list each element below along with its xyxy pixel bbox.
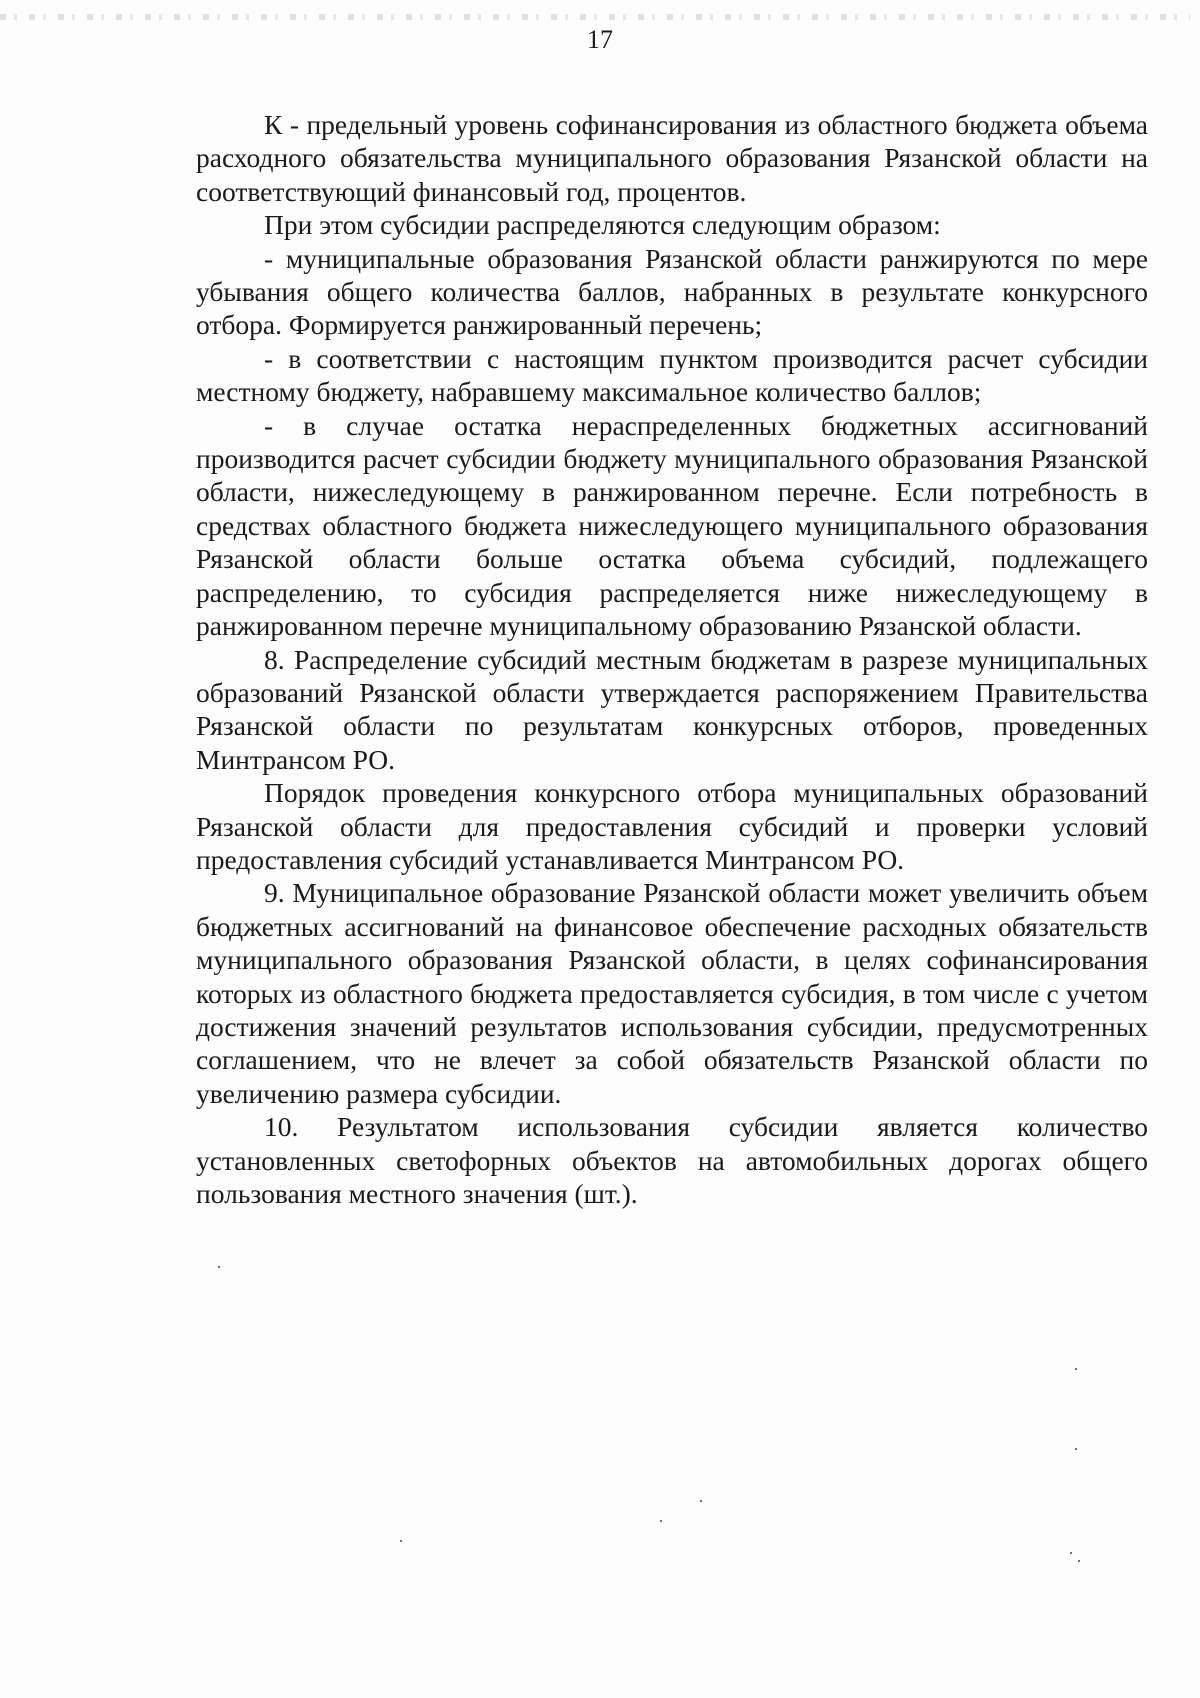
scan-speck — [400, 1540, 402, 1542]
paragraph-ranking: - муниципальные образования Рязанской области ранжируются по мере убывания общего количества баллов, набранных в результате конкурсного отбора. Формируется ранжированный перечень; — [196, 242, 1148, 341]
paragraph-remainder: - в случае остатка нераспределенных бюджетных ассигнований производится расчет субсидии бюджету муниципального образования Рязанской области, нижеследующему в ранжированном перечне. Если потребность в средствах областного бюджета нижеследующего муниципального образования Рязанской области больше остатка объема субсидий, подлежащего распределению, то субсидия распределяется ниже нижеследующему в ранжированном перечне муниципальному образованию Рязанской области. — [196, 409, 1148, 642]
paragraph-k-definition: К - предельный уровень софинансирования из областного бюджета объема расходного обязательства муниципального образования Рязанской области на соответствующий финансовый год, процентов. — [196, 109, 1148, 207]
scan-speck — [218, 1266, 220, 1268]
page-number: 17 — [587, 25, 613, 54]
scan-speck — [700, 1500, 702, 1502]
scan-edge-noise — [0, 14, 1190, 20]
paragraph-distribution-intro: При этом субсидии распределяются следующим образом: — [264, 209, 941, 241]
paragraph-item-10: 10. Результатом использования субсидии является количество установленных светофорных объектов на автомобильных дорогах общего пользования местного значения (шт.). — [196, 1111, 1148, 1209]
scan-speck — [1078, 1560, 1080, 1562]
paragraph-max-score: - в соответствии с настоящим пунктом производится расчет субсидии местному бюджету, набравшему максимальное количество баллов; — [196, 342, 1148, 408]
document-body — [196, 108, 1148, 1210]
paragraph-item-8: 8. Распределение субсидий местным бюджетам в разрезе муниципальных образований Рязанской области утверждается распоряжением Правительства Рязанской области по результатам конкурсных отборов, проведенных Минтрансом РО. — [196, 643, 1148, 775]
scan-speck — [1075, 1448, 1077, 1450]
paragraph-item-9: 9. Муниципальное образование Рязанской области может увеличить объем бюджетных ассигнований на финансовое обеспечение расходных обязательств муниципального образования Рязанской области, в целях софинансирования которых из областного бюджета предоставляется субсидия, в том числе с учетом достижения значений результатов использования субсидии, предусмотренных соглашением, что не влечет за собой обязательств Рязанской области по увеличению размера субсидии. — [196, 877, 1148, 1109]
paragraph-selection-procedure: Порядок проведения конкурсного отбора муниципальных образований Рязанской области для предоставления субсидий и проверки условий предоставления субсидий устанавливается Минтрансом РО. — [196, 777, 1148, 875]
scan-speck — [660, 1520, 662, 1522]
scan-speck — [1075, 1368, 1077, 1370]
scan-speck — [1070, 1552, 1072, 1554]
